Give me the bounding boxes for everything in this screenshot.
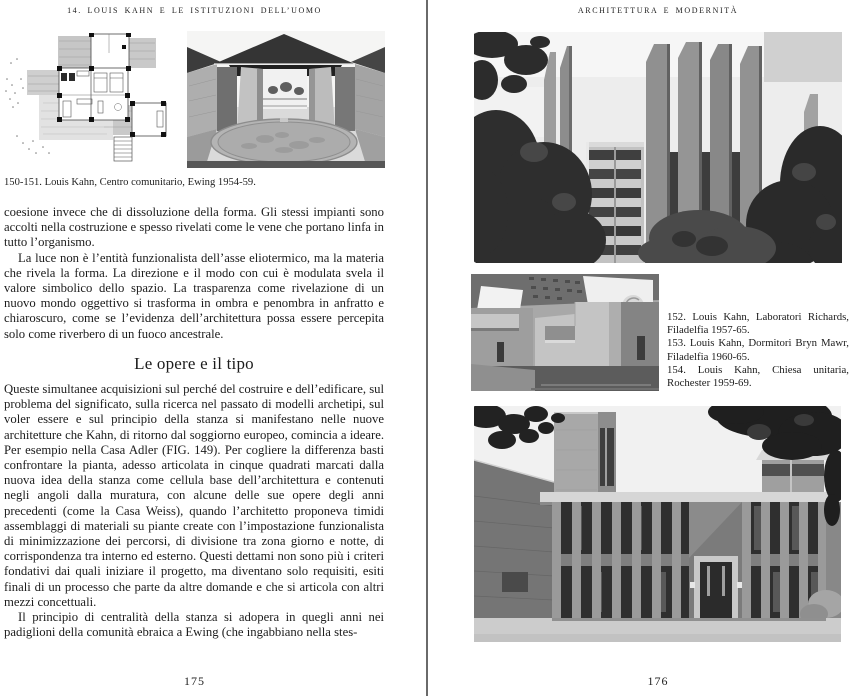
body-text-column — [4, 205, 384, 640]
caption-152: 152. Louis Kahn, Laboratori Richards, Filadelfia 1957-65. — [667, 311, 849, 337]
caption-154: 154. Louis Kahn, Chiesa unitaria, Rochester 1959-69. — [667, 363, 849, 390]
figure-richards-laboratories-photo — [474, 32, 842, 263]
paragraph-3: Queste simultanee acquisizioni sul perché del costruire e dell’edificare, sul problema del significato, sulla ricerca nel passato di modelli archetipi, sul voler essere e sul principio della stanza si manifestano nelle nuove architetture che Kahn, di ritorno dal soggiorno europeo, comincia a ideare. Per esempio nella Casa Adler (FIG. 149). Per cogliere la differenza basti confrontare la pianta, adesso articolata in cinque quadrati marcati dalla nuova idea della stanza come cellula base dell’architettura e contenuti negli angoli dalla muratura, con alcune delle sue opere degli anni precedenti (come la Casa Weiss), quando l’architetto proponeva timidi assemblaggi di materiali su piante create con l’impostazione funzionalista di minimizzazione dei percorsi, di divisione tra zona giorno e notte, di corrispondenza tra interno ed esterno. Questi dettami non sono più i criteri fondativi dai quali iniziare il progetto, ma diventano solo requisiti, esiti finali di un processo che parte da altre domande e che si articola con altri mezzi concettuali. — [4, 382, 384, 609]
figure-caption-150-151: 150-151. Louis Kahn, Centro comunitario, Ewing 1954-59. — [4, 177, 256, 188]
captions-block — [667, 311, 849, 390]
paragraph-4: Il principio di centralità della stanza si adopera in quegli anni nei padiglioni della comunità ebraica a Ewing (che ingabbiano nella stes- — [4, 610, 384, 640]
running-head-left: 14. LOUIS KAHN E LE ISTITUZIONI DELL’UOMO — [67, 6, 322, 15]
figure-centro-comunitario-photo — [187, 31, 385, 168]
page-175 — [4, 0, 385, 696]
running-head-right: ARCHITETTURA E MODERNITÀ — [577, 6, 739, 15]
figures-row — [4, 31, 385, 168]
page-number-right: 176 — [647, 674, 669, 688]
section-heading: Le opere e il tipo — [134, 353, 254, 373]
page-176 — [427, 0, 854, 696]
paragraph-1: coesione invece che di dissoluzione della forma. Gli stessi impianti sono accolti nella costruzione e spesso rivelati come le vene che portano linfa in tutto l’organismo. — [4, 205, 384, 250]
paragraph-2: La luce non è l’entità funzionalista dell’asse eliotermico, ma la materia che rivela la forma. La direzione e il modo con cui è modulata svela il valore simbolico dello spazio. La trasparenza come rivelazione di un nuovo mondo oggettivo si trasforma in ombra e penombra in anfratto e chiaroscuro, come se l’evidenza dell’architettura possa essere percepita solo come riverbero di un fuoco ancestrale. — [4, 250, 384, 341]
figure-unitarian-church-photo — [474, 406, 841, 642]
caption-153: 153. Louis Kahn, Dormitori Bryn Mawr, Filadelfia 1960-65. — [667, 337, 849, 363]
figure-bryn-mawr-interior-photo — [471, 274, 659, 391]
figure-centro-comunitario-plan — [3, 33, 168, 165]
page-number-left: 175 — [184, 674, 205, 688]
